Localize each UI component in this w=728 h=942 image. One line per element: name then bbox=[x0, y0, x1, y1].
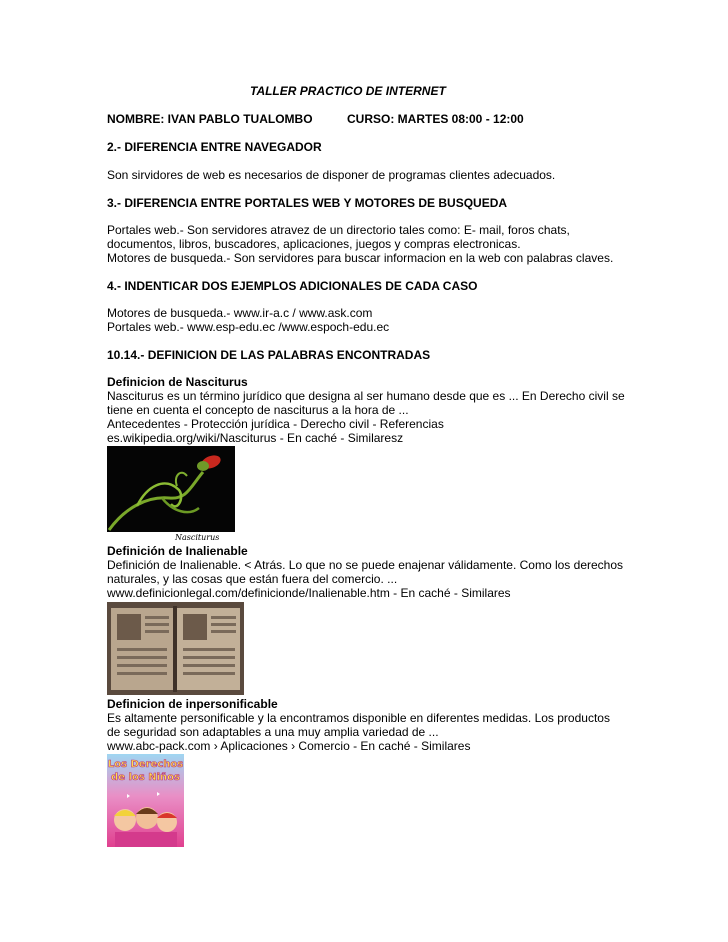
definition-2-title: Definición de Inalienable bbox=[107, 544, 248, 558]
childrens-rights-poster bbox=[107, 754, 184, 847]
section-3-line-1: Portales web.- Son servidores atravez de un directorio tales como: E- mail, foros chats, bbox=[107, 223, 570, 237]
nasciturus-caption: Nasciturus bbox=[175, 533, 220, 542]
nasciturus-image bbox=[107, 446, 235, 532]
definition-1-line-2: tiene en cuenta el concepto de nasciturus a la hora de ... bbox=[107, 403, 409, 417]
definition-1-line-3: Antecedentes - Protección jurídica - Derecho civil - Referencias bbox=[107, 417, 444, 431]
definition-2-line-2: naturales, y las cosas que están fuera del comercio. ... bbox=[107, 572, 398, 586]
definition-1-line-4: es.wikipedia.org/wiki/Nasciturus - En caché - Similaresz bbox=[107, 431, 404, 445]
section-3-line-2: documentos, libros, buscadores, aplicaciones, juegos y compras electronicas. bbox=[107, 237, 521, 251]
definition-2-line-3: www.definicionlegal.com/definicionde/Inalienable.htm - En caché - Similares bbox=[107, 586, 511, 600]
student-name: NOMBRE: IVAN PABLO TUALOMBO bbox=[107, 112, 313, 126]
definition-3-line-2: de seguridad son adaptables a una muy amplia variedad de ... bbox=[107, 725, 439, 739]
section-4-heading: 4.- INDENTICAR DOS EJEMPLOS ADICIONALES DE CADA CASO bbox=[107, 279, 478, 293]
definition-2-line-1: Definición de Inalienable. < Atrás. Lo que no se puede enajenar válidamente. Como los derechos bbox=[107, 558, 624, 572]
definition-3-title: Definicion de inpersonificable bbox=[107, 697, 278, 711]
document-title: TALLER PRACTICO DE INTERNET bbox=[250, 84, 446, 98]
poster-title-line-1: Los Derechos bbox=[107, 759, 184, 770]
section-3-heading: 3.- DIFERENCIA ENTRE PORTALES WEB Y MOTORES DE BUSQUEDA bbox=[107, 196, 508, 210]
section-2-text: Son sirvidores de web es necesarios de disponer de programas clientes adecuados. bbox=[107, 168, 556, 182]
definition-3-line-1: Es altamente personificable y la encontramos disponible en diferentes medidas. Los productos bbox=[107, 711, 610, 725]
section-10-heading: 10.14.- DEFINICION DE LAS PALABRAS ENCONTRADAS bbox=[107, 348, 431, 362]
course-schedule: CURSO: MARTES 08:00 - 12:00 bbox=[347, 112, 524, 126]
section-4-line-1: Motores de busqueda.- www.ir-a.c / www.ask.com bbox=[107, 306, 373, 320]
definition-1-line-1: Nasciturus es un término jurídico que designa al ser humano desde que es ... En Derecho civil se bbox=[107, 389, 625, 403]
poster-title-line-2: de los Niños bbox=[111, 772, 180, 783]
section-2-heading: 2.- DIFERENCIA ENTRE NAVEGADOR bbox=[107, 140, 322, 154]
old-book-image bbox=[107, 602, 244, 695]
section-4-line-2: Portales web.- www.esp-edu.ec /www.espoch-edu.ec bbox=[107, 320, 390, 334]
definition-1-title: Definicion de Nasciturus bbox=[107, 375, 248, 389]
definition-3-line-3: www.abc-pack.com › Aplicaciones › Comercio - En caché - Similares bbox=[107, 739, 471, 753]
section-3-line-3: Motores de busqueda.- Son servidores para buscar informacion en la web con palabras claves. bbox=[107, 251, 614, 265]
